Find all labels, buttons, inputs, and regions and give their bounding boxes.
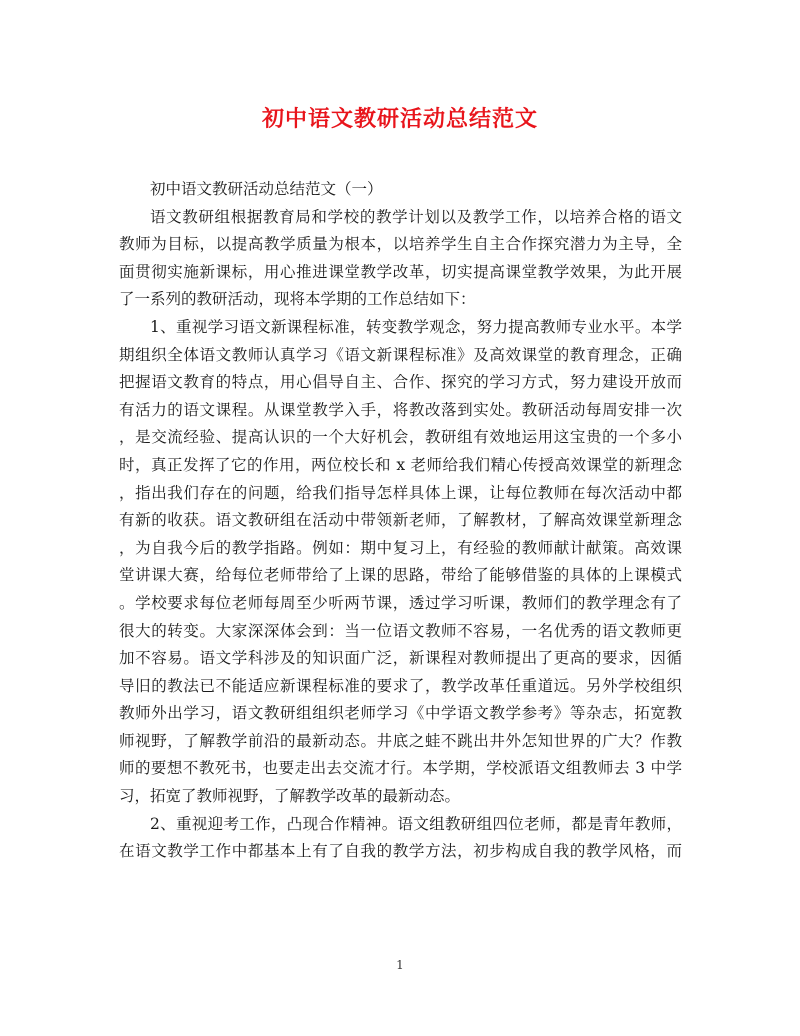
paragraph-line: 时，真正发挥了它的作用，两位校长和 x 老师给我们精心传授高效课堂的新理念 [119, 455, 682, 474]
paragraph-line: 有新的收获。语文教研组在活动中带领新老师，了解教材，了解高效课堂新理念 [119, 511, 682, 530]
paragraph-line: 堂讲课大赛，给每位老师带给了上课的思路，带给了能够借鉴的具体的上课模式 [119, 566, 682, 585]
paragraph [119, 314, 682, 811]
paragraph-line: 很大的转变。大家深深体会到：当一位语文教师不容易，一名优秀的语文教师更 [119, 621, 682, 640]
paragraph-line: ，为自我今后的教学指路。例如：期中复习上，有经验的教师献计献策。高效课 [119, 538, 682, 557]
paragraph-line: 教师为目标，以提高教学质量为根本，以培养学生自主合作探究潜力为主导，全 [119, 235, 682, 254]
paragraph-line: 加不容易。语文学科涉及的知识面广泛，新课程对教师提出了更高的要求，因循 [119, 649, 682, 668]
paragraph-line: 语文教研组根据教育局和学校的教学计划以及教学工作，以培养合格的语文 [150, 207, 682, 226]
paragraph-line: 教师外出学习，语文教研组组织老师学习《中学语文教学参考》等杂志，拓宽教 [119, 704, 682, 723]
paragraph-line: ，指出我们存在的问题，给我们指导怎样具体上课，让每位教师在每次活动中都 [119, 483, 682, 502]
paragraph-line: 习，拓宽了教师视野，了解教学改革的最新动态。 [119, 787, 461, 806]
paragraph-line: 。学校要求每位老师每周至少听两节课，透过学习听课，教师们的教学理念有了 [119, 593, 682, 612]
paragraph-line: 了一系列的教研活动，现将本学期的工作总结如下： [119, 290, 476, 309]
paragraph-line: 在语文教学工作中都基本上有了自我的教学方法，初步构成自我的教学风格，而 [119, 842, 682, 861]
paragraph [119, 204, 682, 314]
paragraph-line: 师的要想不教死书，也要走出去交流才行。本学期，学校派语文组教师去 3 中学 [119, 759, 682, 778]
paragraph-line: 有活力的语文课程。从课堂教学入手，将教改落到实处。教研活动每周安排一次 [119, 400, 682, 419]
paragraph-line: 2、重视迎考工作，凸现合作精神。语文组教研组四位老师，都是青年教师， [150, 814, 682, 833]
paragraph-line: 导旧的教法已不能适应新课程标准的要求了，教学改革任重道远。另外学校组织 [119, 676, 682, 695]
paragraph-line: 期组织全体语文教师认真学习《语文新课程标准》及高效课堂的教育理念，正确 [119, 345, 682, 364]
document-title: 初中语文教研活动总结范文 [261, 106, 538, 132]
paragraph-line: 面贯彻实施新课标，用心推进课堂教学改革，切实提高课堂教学效果，为此开展 [119, 262, 682, 281]
paragraph-line: 师视野，了解教学前沿的最新动态。井底之蛙不跳出井外怎知世界的广大？作教 [119, 731, 682, 750]
page-number: 1 [396, 958, 404, 972]
paragraph-line: ，是交流经验、提高认识的一个大好机会，教研组有效地运用这宝贵的一个多小 [119, 428, 682, 447]
paragraph-line: 1、重视学习语文新课程标准，转变教学观念，努力提高教师专业水平。本学 [150, 317, 682, 336]
document-body [119, 176, 682, 866]
paragraph-line: 把握语文教育的特点，用心倡导自主、合作、探究的学习方式，努力建设开放而 [119, 373, 682, 392]
paragraph [119, 811, 682, 866]
document-subtitle: 初中语文教研活动总结范文（一） [150, 180, 383, 198]
